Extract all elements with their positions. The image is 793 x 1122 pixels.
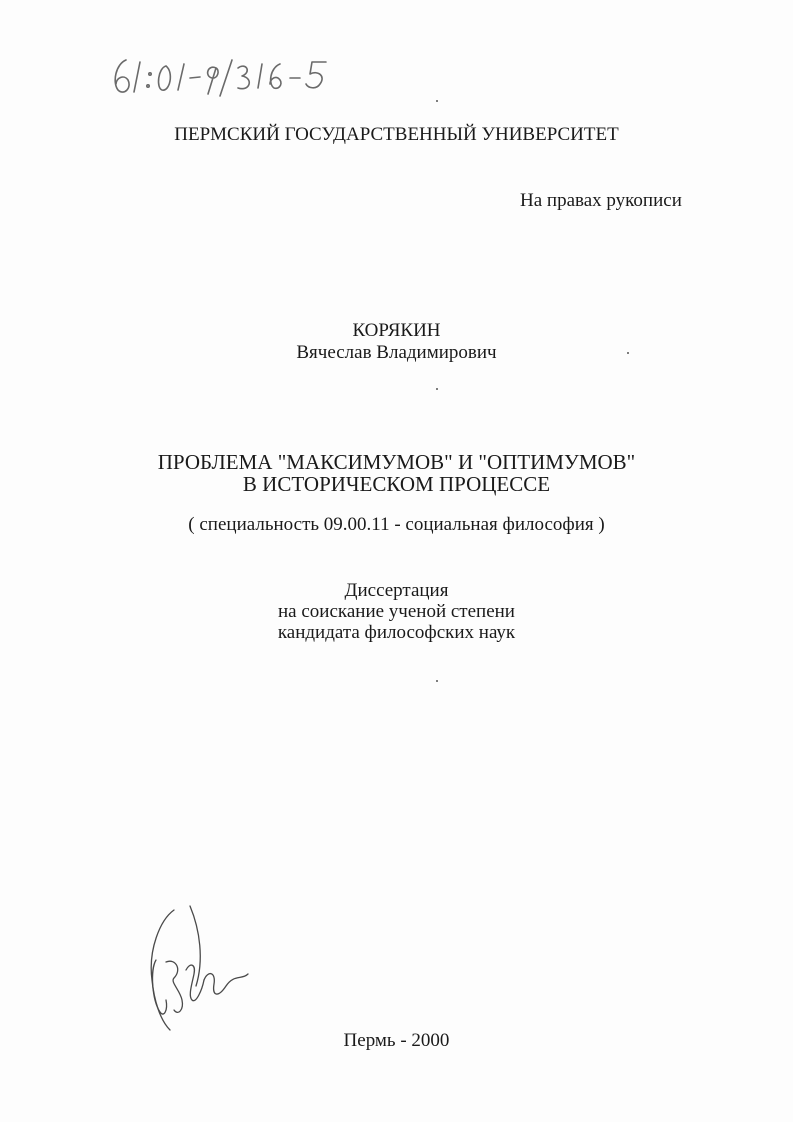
dissertation-title-line-2: В ИСТОРИЧЕСКОМ ПРОЦЕССЕ [242, 472, 551, 496]
author-given-names: Вячеслав Владимирович [296, 342, 497, 363]
scan-speck [436, 680, 438, 682]
degree-line-1: на соискание ученой степени [278, 601, 515, 622]
scan-speck [436, 100, 438, 102]
dissertation-label: Диссертация [344, 580, 449, 601]
specialty: ( специальность 09.00.11 - социальная философия ) [188, 514, 605, 535]
dissertation-title-line-1: ПРОБЛЕМА "МАКСИМУМОВ" И "ОПТИМУМОВ" [157, 450, 636, 474]
city-and-year: Пермь - 2000 [343, 1030, 450, 1051]
scan-speck [627, 352, 629, 354]
handwritten-archive-code [104, 48, 344, 108]
scan-speck [436, 388, 438, 390]
author-surname: КОРЯКИН [352, 320, 441, 341]
university-name: ПЕРМСКИЙ ГОСУДАРСТВЕННЫЙ УНИВЕРСИТЕТ [174, 124, 619, 145]
degree-line-2: кандидата философских наук [277, 622, 516, 643]
manuscript-note: На правах рукописи [520, 190, 682, 211]
author-signature [130, 900, 270, 1040]
